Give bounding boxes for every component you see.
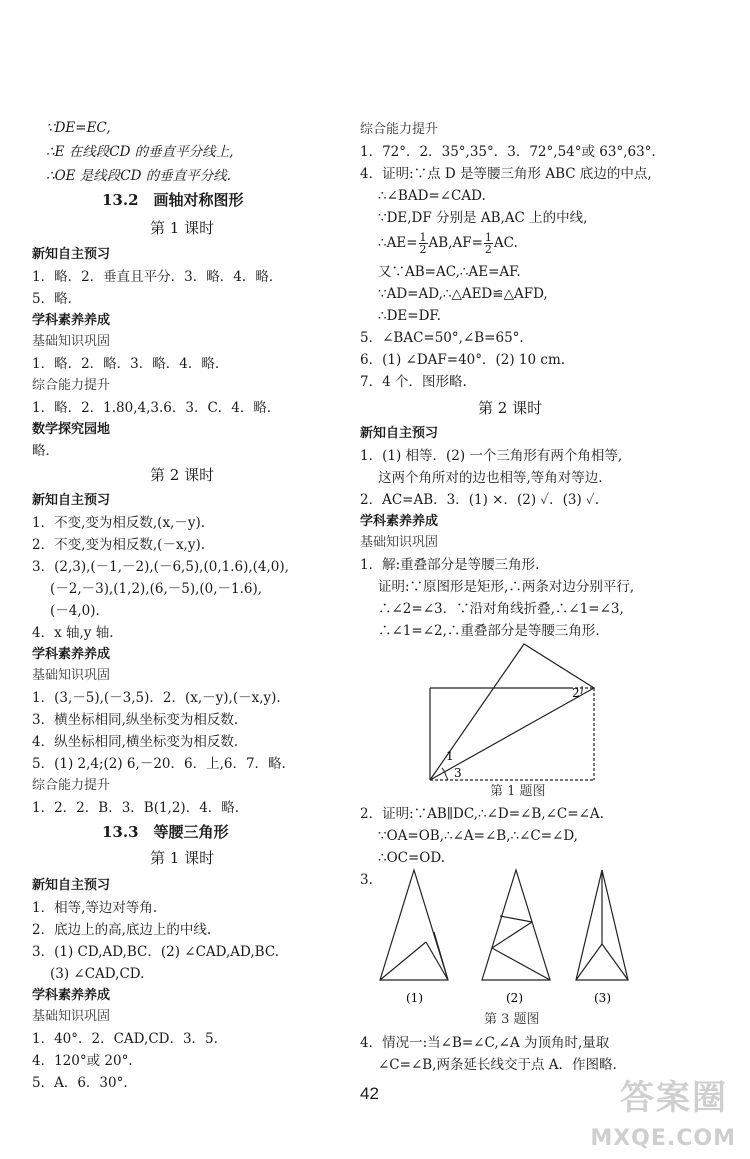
answer-line: ∴∠2=∠3．∵沿对角线折叠,∴∠1=∠3, [378, 601, 624, 617]
section-heading: 13.2 画轴对称图形 [102, 191, 244, 209]
answer-line: ∵OA=OB,∴∠A=∠B,∴∠C=∠D, [378, 828, 578, 844]
triangle-1 [380, 870, 448, 980]
subheading: 学科素养养成 [32, 647, 111, 662]
answer-line: 又∵AB=AC,∴AE=AF. [378, 264, 521, 280]
answer-line: ∴OC=OD. [378, 850, 445, 866]
answer-line: 4．x 轴,y 轴. [32, 625, 114, 641]
answer-line: 5．略． [32, 291, 82, 307]
figure-caption: 第 1 题图 [490, 784, 546, 799]
subheading: 新知自主预习 [32, 878, 111, 893]
triangle-2 [482, 870, 550, 980]
fraction-line [378, 232, 518, 255]
watermark-logo: 答案圈 [620, 1078, 728, 1118]
answer-line: 这两个角所对的边也相等,等角对等边. [378, 470, 603, 486]
answer-line: 3．(2,3),(－1,－2),(－6,5),(0,1.6),(4,0), [32, 559, 289, 575]
subheading: 基础知识巩固 [32, 668, 111, 683]
text-line: ∵DE=EC, [46, 120, 111, 136]
answer-line: 4．情况一:当∠B=∠C,∠A 为顶角时,量取 [360, 1035, 610, 1051]
figure-label: (1) [406, 991, 423, 1005]
answer-line: ∴∠BAD=∠CAD. [378, 188, 486, 204]
answer-line: 1．72°．2．35°,35°．3．72°,54°或 63°,63°. [360, 144, 656, 160]
angle-label: 1 [446, 749, 454, 763]
lesson-heading: 第 1 课时 [150, 219, 215, 237]
figure-label: (3) [594, 991, 611, 1005]
subheading: 综合能力提升 [32, 778, 111, 793]
page-number: 42 [360, 1084, 379, 1103]
answer-line: 3．横坐标相同,纵坐标变为相反数. [32, 712, 239, 728]
triangle-3 [576, 870, 628, 980]
answer-line: (－4,0). [50, 603, 100, 619]
answer-line: 1．不变,变为相反数,(x,－y). [32, 515, 206, 531]
answer-line: (3) ∠CAD,CD. [50, 966, 145, 982]
subheading: 基础知识巩固 [360, 535, 439, 550]
answer-line: 证明:∵原图形是矩形,∴两条对边分别平行, [378, 579, 635, 595]
answer-line: 1．2．2．B．3．B(1,2)．4．略. [32, 800, 240, 816]
answer-line: 4．证明:∵点 D 是等腰三角形 ABC 底边的中点, [360, 166, 652, 182]
answer-line: 1．略．2．1.80,4,3.6．3．C．4．略． [32, 400, 281, 416]
fraction-text: AC. [493, 235, 518, 251]
answer-line: 1．(1) 相等．(2) 一个三角形有两个角相等, [360, 448, 623, 464]
fraction [484, 232, 493, 255]
subheading: 综合能力提升 [360, 122, 439, 137]
fraction-denominator: 2 [484, 243, 492, 256]
lesson-heading: 第 2 课时 [150, 466, 215, 484]
answer-line: 1．略．2．垂直且平分．3．略．4．略． [32, 269, 283, 285]
figure-caption: 第 3 题图 [484, 1012, 540, 1027]
answer-line: 4．纵坐标相同,横坐标变为相反数. [32, 734, 239, 750]
answer-line: 3. [360, 872, 373, 888]
figure-label: (2) [506, 991, 523, 1005]
answer-line: 1．(3,－5),(－3,5)．2．(x,－y),(－x,y). [32, 690, 281, 706]
answer-line: 3．(1) CD,AD,BC．(2) ∠CAD,AD,BC. [32, 944, 279, 960]
answer-line: 1．略．2．略．3．略．4．略． [32, 356, 229, 372]
answer-line: 2．AC=AB．3．(1) ×．(2) ✓．(3) ✓. [360, 492, 599, 508]
answer-line: (－2,－3),(1,2),(6,－5),(0,－1.6), [50, 581, 263, 597]
subheading: 新知自主预习 [32, 247, 111, 262]
answer-line: 2．证明:∵AB∥DC,∴∠D=∠B,∠C=∠A. [360, 806, 604, 822]
answer-line: ∠C=∠B,两条延长线交于点 A．作图略. [378, 1057, 617, 1073]
answer-line: ∵DE,DF 分别是 AB,AC 上的中线, [378, 210, 588, 226]
answer-line: 5．∠BAC=50°,∠B=65°. [360, 330, 524, 346]
triangles-figure [376, 862, 676, 1012]
lesson-heading: 第 1 课时 [150, 849, 215, 867]
answer-line: 7．4 个．图形略. [360, 374, 467, 390]
subheading: 数学探究园地 [32, 422, 111, 437]
angle-label: 3 [454, 766, 462, 780]
subheading: 学科素养养成 [360, 514, 439, 529]
text-line: ∴OE 是线段CD 的垂直平分线. [46, 168, 232, 184]
answer-line: 1．解:重叠部分是等腰三角形. [360, 557, 540, 573]
subheading: 新知自主预习 [32, 493, 111, 508]
answer-line: ∴∠1=∠2,∴重叠部分是等腰三角形. [378, 623, 600, 639]
fraction-text: AB,AF= [428, 235, 483, 251]
answer-line: 5．(1) 2,4;(2) 6,－20．6．上,6．7．略. [32, 756, 286, 772]
answer-line: ∵AD=AD,∴△AED≌△AFD, [378, 286, 548, 302]
fraction-numerator: 1 [419, 231, 427, 244]
answer-line: 4．120°或 20°. [32, 1053, 133, 1069]
watermark-url: MXQE.COM [590, 1126, 736, 1151]
fraction-denominator: 2 [419, 243, 427, 256]
fraction [419, 232, 428, 255]
fraction-numerator: 1 [484, 231, 492, 244]
fold-figure [422, 640, 662, 785]
answer-line: 6．(1) ∠DAF=40°．(2) 10 cm. [360, 352, 566, 368]
subheading: 综合能力提升 [32, 378, 111, 393]
fraction-text: ∴AE= [378, 235, 418, 251]
subheading: 新知自主预习 [360, 426, 439, 441]
answer-line: 1．相等,等边对等角. [32, 900, 158, 916]
answer-line: ∴DE=DF. [378, 308, 441, 324]
answer-line: 2．不变,变为相反数,(－x,y). [32, 537, 206, 553]
subheading: 学科素养养成 [32, 313, 111, 328]
subheading: 基础知识巩固 [32, 334, 111, 349]
answer-line: 2．底边上的高,底边上的中线. [32, 922, 212, 938]
lesson-heading: 第 2 课时 [478, 399, 543, 417]
answer-line: 略． [32, 443, 59, 459]
answer-line: 5．A．6．30°. [32, 1075, 128, 1091]
subheading: 学科素养养成 [32, 988, 111, 1003]
subheading: 基础知识巩固 [32, 1009, 111, 1024]
angle-label: 2 [572, 686, 580, 700]
answer-line: 1．40°．2．CAD,CD．3．5. [32, 1031, 218, 1047]
text-line: ∴E 在线段CD 的垂直平分线上, [46, 144, 234, 160]
section-heading: 13.3 等腰三角形 [102, 823, 229, 841]
